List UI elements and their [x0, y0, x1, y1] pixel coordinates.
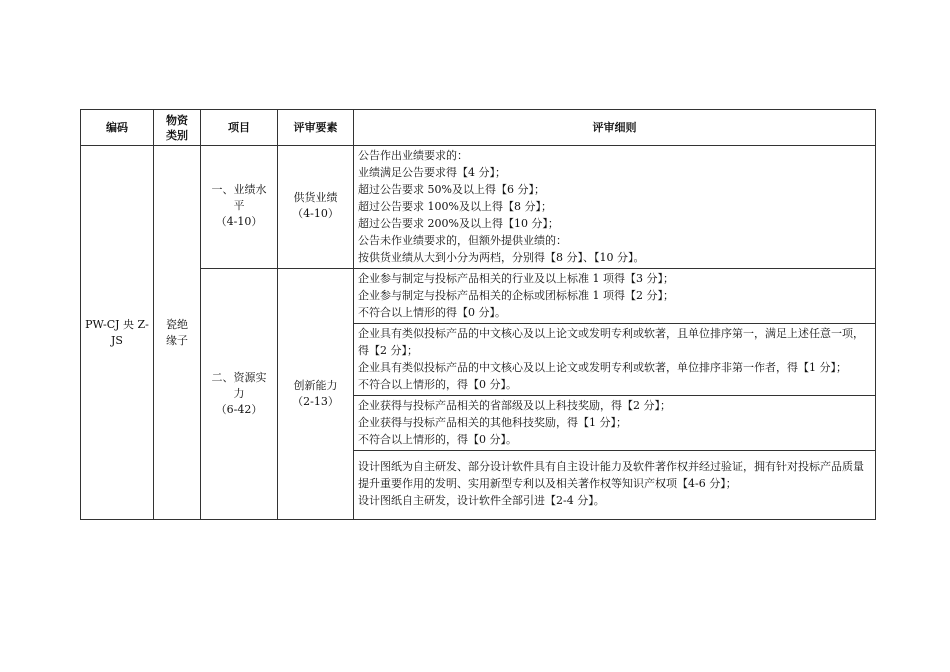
element-range: （4-10）	[292, 207, 339, 220]
detail-line: 超过公告要求 100%及以上得【8 分】；	[358, 200, 552, 213]
header-category-text: 物资类别	[166, 113, 188, 142]
code-text: PW-CJ 央 Z-JS	[85, 317, 149, 347]
element-range: （2-13）	[292, 395, 339, 408]
header-detail: 评审细则	[354, 110, 876, 146]
element-label: 创新能力	[293, 379, 338, 392]
detail-line: 业绩满足公告要求得【4 分】；	[358, 166, 506, 179]
detail-cell-papers	[354, 324, 876, 396]
item-range: （6-42）	[215, 403, 263, 416]
evaluation-table	[80, 109, 876, 520]
detail-line: 不符合以上情形的，得【0 分】。	[358, 433, 517, 446]
detail-line: 公告作出业绩要求的：	[358, 149, 468, 162]
item-label: 一、业绩水平	[211, 183, 267, 212]
detail-line: 超过公告要求 50%及以上得【6 分】；	[358, 183, 545, 196]
item-label: 二、资源实力	[211, 371, 267, 400]
detail-line: 企业参与制定与投标产品相关的行业及以上标准 1 项得【3 分】；	[358, 272, 674, 285]
detail-line: 设计图纸自主研发，设计软件全部引进【2-4 分】。	[358, 494, 605, 507]
item-cell-resources	[201, 269, 278, 520]
category-text: 瓷绝缘子	[166, 317, 188, 347]
detail-line: 按供货业绩从大到小分为两档，分别得【8 分】、【10 分】。	[358, 251, 645, 264]
detail-line: 企业获得与投标产品相关的省部级及以上科技奖励，得【2 分】；	[358, 399, 671, 412]
detail-cell-performance	[354, 146, 876, 269]
header-element: 评审要素	[278, 110, 354, 146]
element-label: 供货业绩	[293, 191, 338, 204]
detail-line: 企业具有类似投标产品的中文核心及以上论文或发明专利或软著，且单位排序第一，满足上述任意一项，得【2 分】；	[358, 327, 864, 357]
detail-cell-design	[354, 451, 876, 520]
detail-line: 设计图纸为自主研发、部分设计软件具有自主设计能力及软件著作权并经过验证，拥有针对投标产品质量提升重要作用的发明、实用新型专利以及相关著作权等知识产权项【4-6 分】；	[358, 460, 864, 490]
category-cell	[154, 146, 201, 520]
detail-line: 超过公告要求 200%及以上得【10 分】；	[358, 217, 559, 230]
table-row	[81, 269, 876, 324]
detail-line: 公告未作业绩要求的，但额外提供业绩的：	[358, 234, 567, 247]
header-code: 编码	[81, 110, 154, 146]
header-item: 项目	[201, 110, 278, 146]
element-cell-supply	[278, 146, 354, 269]
item-range: （4-10）	[215, 215, 263, 228]
detail-line: 企业具有类似投标产品的中文核心及以上论文或发明专利或软著，单位排序非第一作者，得【1 分】；	[358, 361, 847, 374]
element-cell-innovation	[278, 269, 354, 520]
detail-line: 企业获得与投标产品相关的其他科技奖励，得【1 分】；	[358, 416, 627, 429]
detail-line: 企业参与制定与投标产品相关的企标或团标标准 1 项得【2 分】；	[358, 289, 674, 302]
item-cell-performance	[201, 146, 278, 269]
detail-line: 不符合以上情形的，得【0 分】。	[358, 378, 517, 391]
detail-cell-standards	[354, 269, 876, 324]
header-row	[81, 110, 876, 146]
code-cell	[81, 146, 154, 520]
detail-cell-awards	[354, 396, 876, 451]
table-row	[81, 146, 876, 269]
detail-line: 不符合以上情形的得【0 分】。	[358, 306, 506, 319]
header-category	[154, 110, 201, 146]
